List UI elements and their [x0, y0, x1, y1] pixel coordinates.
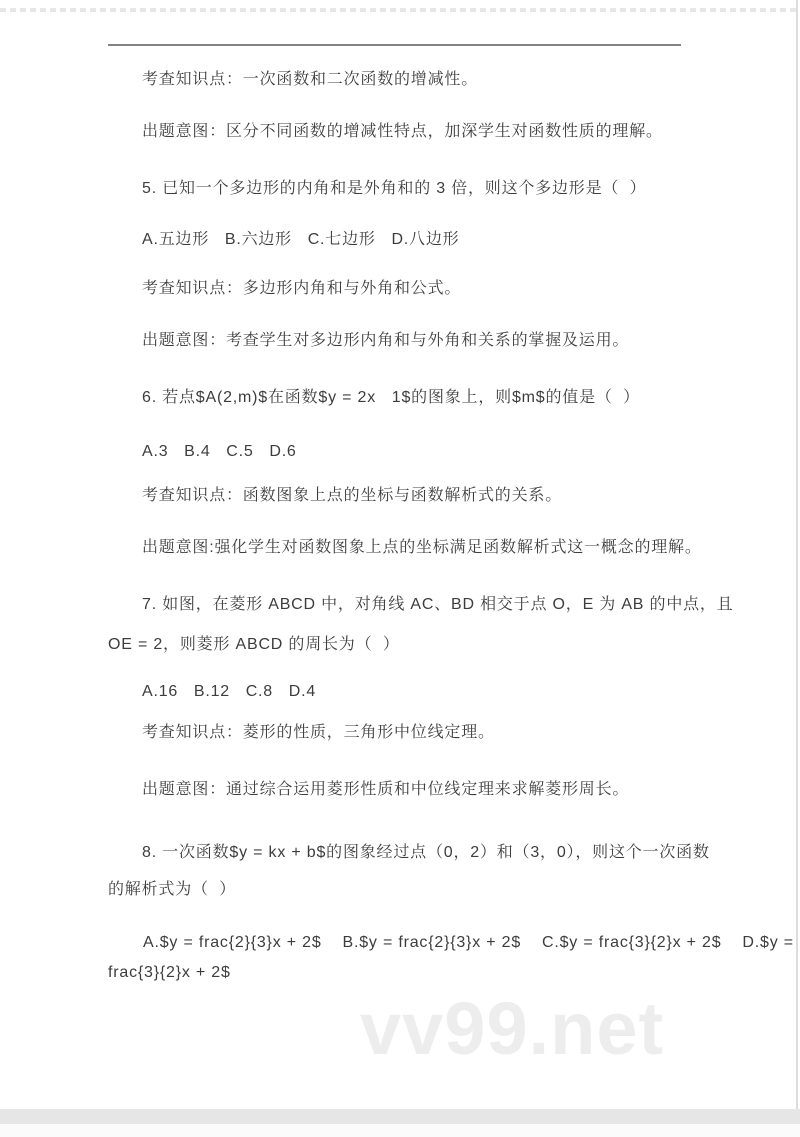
page-bottom-band [0, 1109, 800, 1124]
question-6-options: A.3 B.4 C.5 D.6 [142, 443, 297, 460]
page-top-edge-texture [0, 8, 800, 12]
question-8-stem-line1: 8. 一次函数$y = kx + b$的图象经过点（0，2）和（3，0），则这个一次函数 [142, 844, 710, 861]
question-8-stem-line2: 的解析式为（ ） [108, 881, 237, 898]
question-8-options-line2: frac{3}{2}x + 2$ [108, 964, 231, 981]
horizontal-divider [108, 44, 681, 46]
q4-intent-note: 出题意图：区分不同函数的增减性特点，加深学生对函数性质的理解。 [142, 123, 663, 140]
question-7-stem-line2: OE = 2，则菱形 ABCD 的周长为（ ） [108, 636, 400, 653]
question-6-stem: 6. 若点$A(2,m)$在函数$y = 2x 1$的图象上，则$m$的值是（ ） [142, 389, 640, 406]
question-7-stem-line1: 7. 如图，在菱形 ABCD 中，对角线 AC、BD 相交于点 O，E 为 AB 的中点，且 [142, 596, 734, 613]
q5-intent-note: 出题意图：考查学生对多边形内角和与外角和关系的掌握及运用。 [142, 332, 630, 349]
question-5-stem: 5. 已知一个多边形的内角和是外角和的 3 倍，则这个多边形是（ ） [142, 180, 647, 197]
page-footer-strip [0, 1124, 800, 1137]
q7-intent-note: 出题意图：通过综合运用菱形性质和中位线定理来求解菱形周长。 [142, 781, 630, 798]
site-watermark: vv99.net [360, 987, 665, 1070]
q6-knowledge-note: 考查知识点：函数图象上点的坐标与函数解析式的关系。 [142, 487, 563, 504]
q5-knowledge-note: 考查知识点：多边形内角和与外角和公式。 [142, 280, 462, 297]
question-8-options-line1: A.$y = frac{2}{3}x + 2$ B.$y = frac{2}{3}x + 2$ C.$y = frac{3}{2}x + 2$ D.$y = [143, 934, 794, 951]
q7-knowledge-note: 考查知识点：菱形的性质，三角形中位线定理。 [142, 724, 495, 741]
q6-intent-note: 出题意图:强化学生对函数图象上点的坐标满足函数解析式这一概念的理解。 [142, 539, 702, 556]
question-7-options: A.16 B.12 C.8 D.4 [142, 683, 317, 700]
page-right-edge [796, 0, 798, 1110]
question-5-options: A.五边形 B.六边形 C.七边形 D.八边形 [142, 231, 460, 248]
q4-knowledge-note: 考查知识点：一次函数和二次函数的增减性。 [142, 71, 479, 88]
